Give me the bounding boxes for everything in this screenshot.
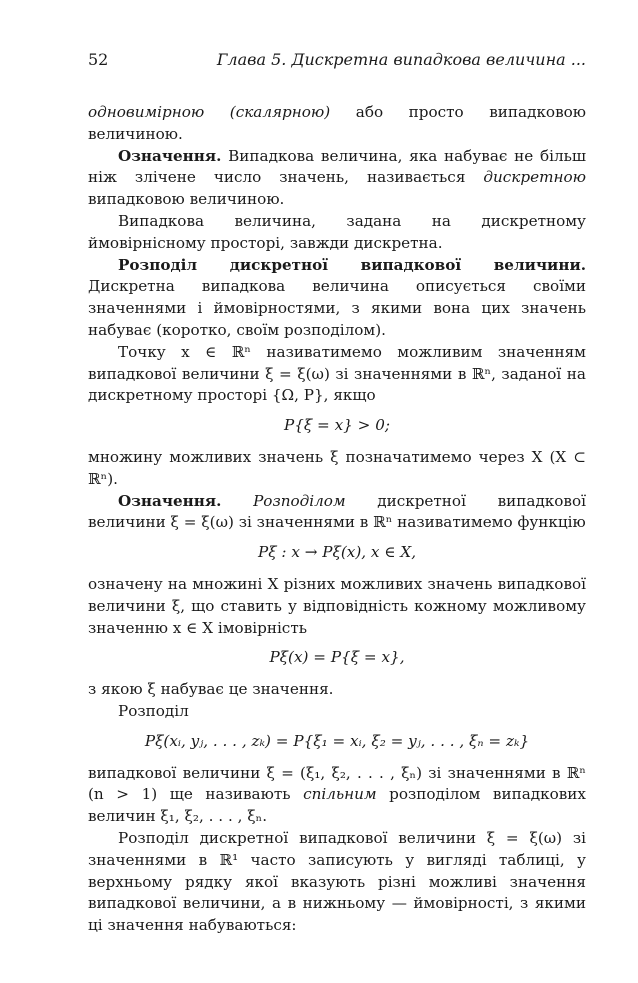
definition-discrete [88,146,586,211]
section-heading: Розподіл дискретної випадкової величини. [118,255,586,274]
definition-end: випадковою величиною. [88,190,285,209]
formula-joint-distribution: Pξ(xᵢ, yⱼ, . . . , zₖ) = P{ξ₁ = xᵢ, ξ₂ = yⱼ, . . . , ξₙ = zₖ} [144,731,530,750]
term-one-dimensional: одновимірною [88,103,205,121]
definition-text: Випадкова величина, яка набуває не більш ніж злічене число значень, називається [88,146,586,187]
paragraph-distribution-word: Розподіл [118,701,189,720]
definition-label: Означення. [118,146,222,165]
paragraph-joint [88,763,586,828]
page-body [88,102,586,937]
joint-text-end: розподілом випадкових величин ξ₁, ξ₂, . . . , ξₙ. [88,785,586,826]
formula-probability-of-value: Pξ(x) = P{ξ = x}, [269,648,405,667]
definition-distribution [88,491,586,535]
definition-label-2: Означення. [118,491,222,510]
term-joint: спільним [303,785,377,804]
running-header [88,50,586,74]
section-text: Дискретна випадкова величина описується своїми значеннями і ймовірностями, з якими вона цих значень набуває (коротко, своїм розподілом). [88,277,586,339]
paragraph-discrete-space: Випадкова величина, задана на дискретному ймовірнісному просторі, завжди дискретна. [88,211,586,252]
paragraph-intro [88,102,586,146]
paragraph-takes-value: з якою ξ набуває це значення. [88,680,334,699]
paragraph-value-set: множину можливих значень ξ позначатимемо через X (X ⊂ ℝⁿ). [88,447,586,488]
section-distribution [88,255,586,342]
joint-text-start: випадкової величини ξ = (ξ₁, ξ₂, . . . , ξₙ) зі значеннями в ℝⁿ (n > 1) ще називають [88,763,586,804]
formula-distribution-function: Pξ : x → Pξ(x), x ∈ X, [257,543,417,562]
term-distribution: Розподілом [253,491,346,510]
formula-positive-probability: P{ξ = x} > 0; [283,416,391,435]
chapter-title: Глава 5. Дискретна випадкова величина ... [216,50,586,69]
intro-rest: або просто випадковою величиною. [88,103,586,143]
paragraph-possible-value: Точку x ∈ ℝⁿ називатимемо можливим значенням випадкової величини ξ = ξ(ω) зі значеннями в ℝⁿ, заданої на дискретному просторі {Ω, P}, якщо [88,342,586,405]
paragraph-table-form: Розподіл дискретної випадкової величини ξ = ξ(ω) зі значеннями в ℝ¹ часто записують у вигляді таблиці, у верхньому рядку якої вказують різні можливі значення випадкової величини, а в нижньому — ймовірності, з якими ці значення набуваються: [88,828,586,935]
paragraph-defined-on-set: означену на множині X різних можливих значень випадкової величини ξ, що ставить у відповідність кожному можливому значенню x ∈ X імовірність [88,574,586,637]
page-number: 52 [88,50,109,69]
term-discrete: дискретною [483,168,586,187]
term-scalar: (скалярною) [229,103,331,121]
definition-text-2: дискретної випадкової величини ξ = ξ(ω) зі значеннями в ℝⁿ називатимемо функцію [88,491,586,532]
book-page [88,50,586,937]
